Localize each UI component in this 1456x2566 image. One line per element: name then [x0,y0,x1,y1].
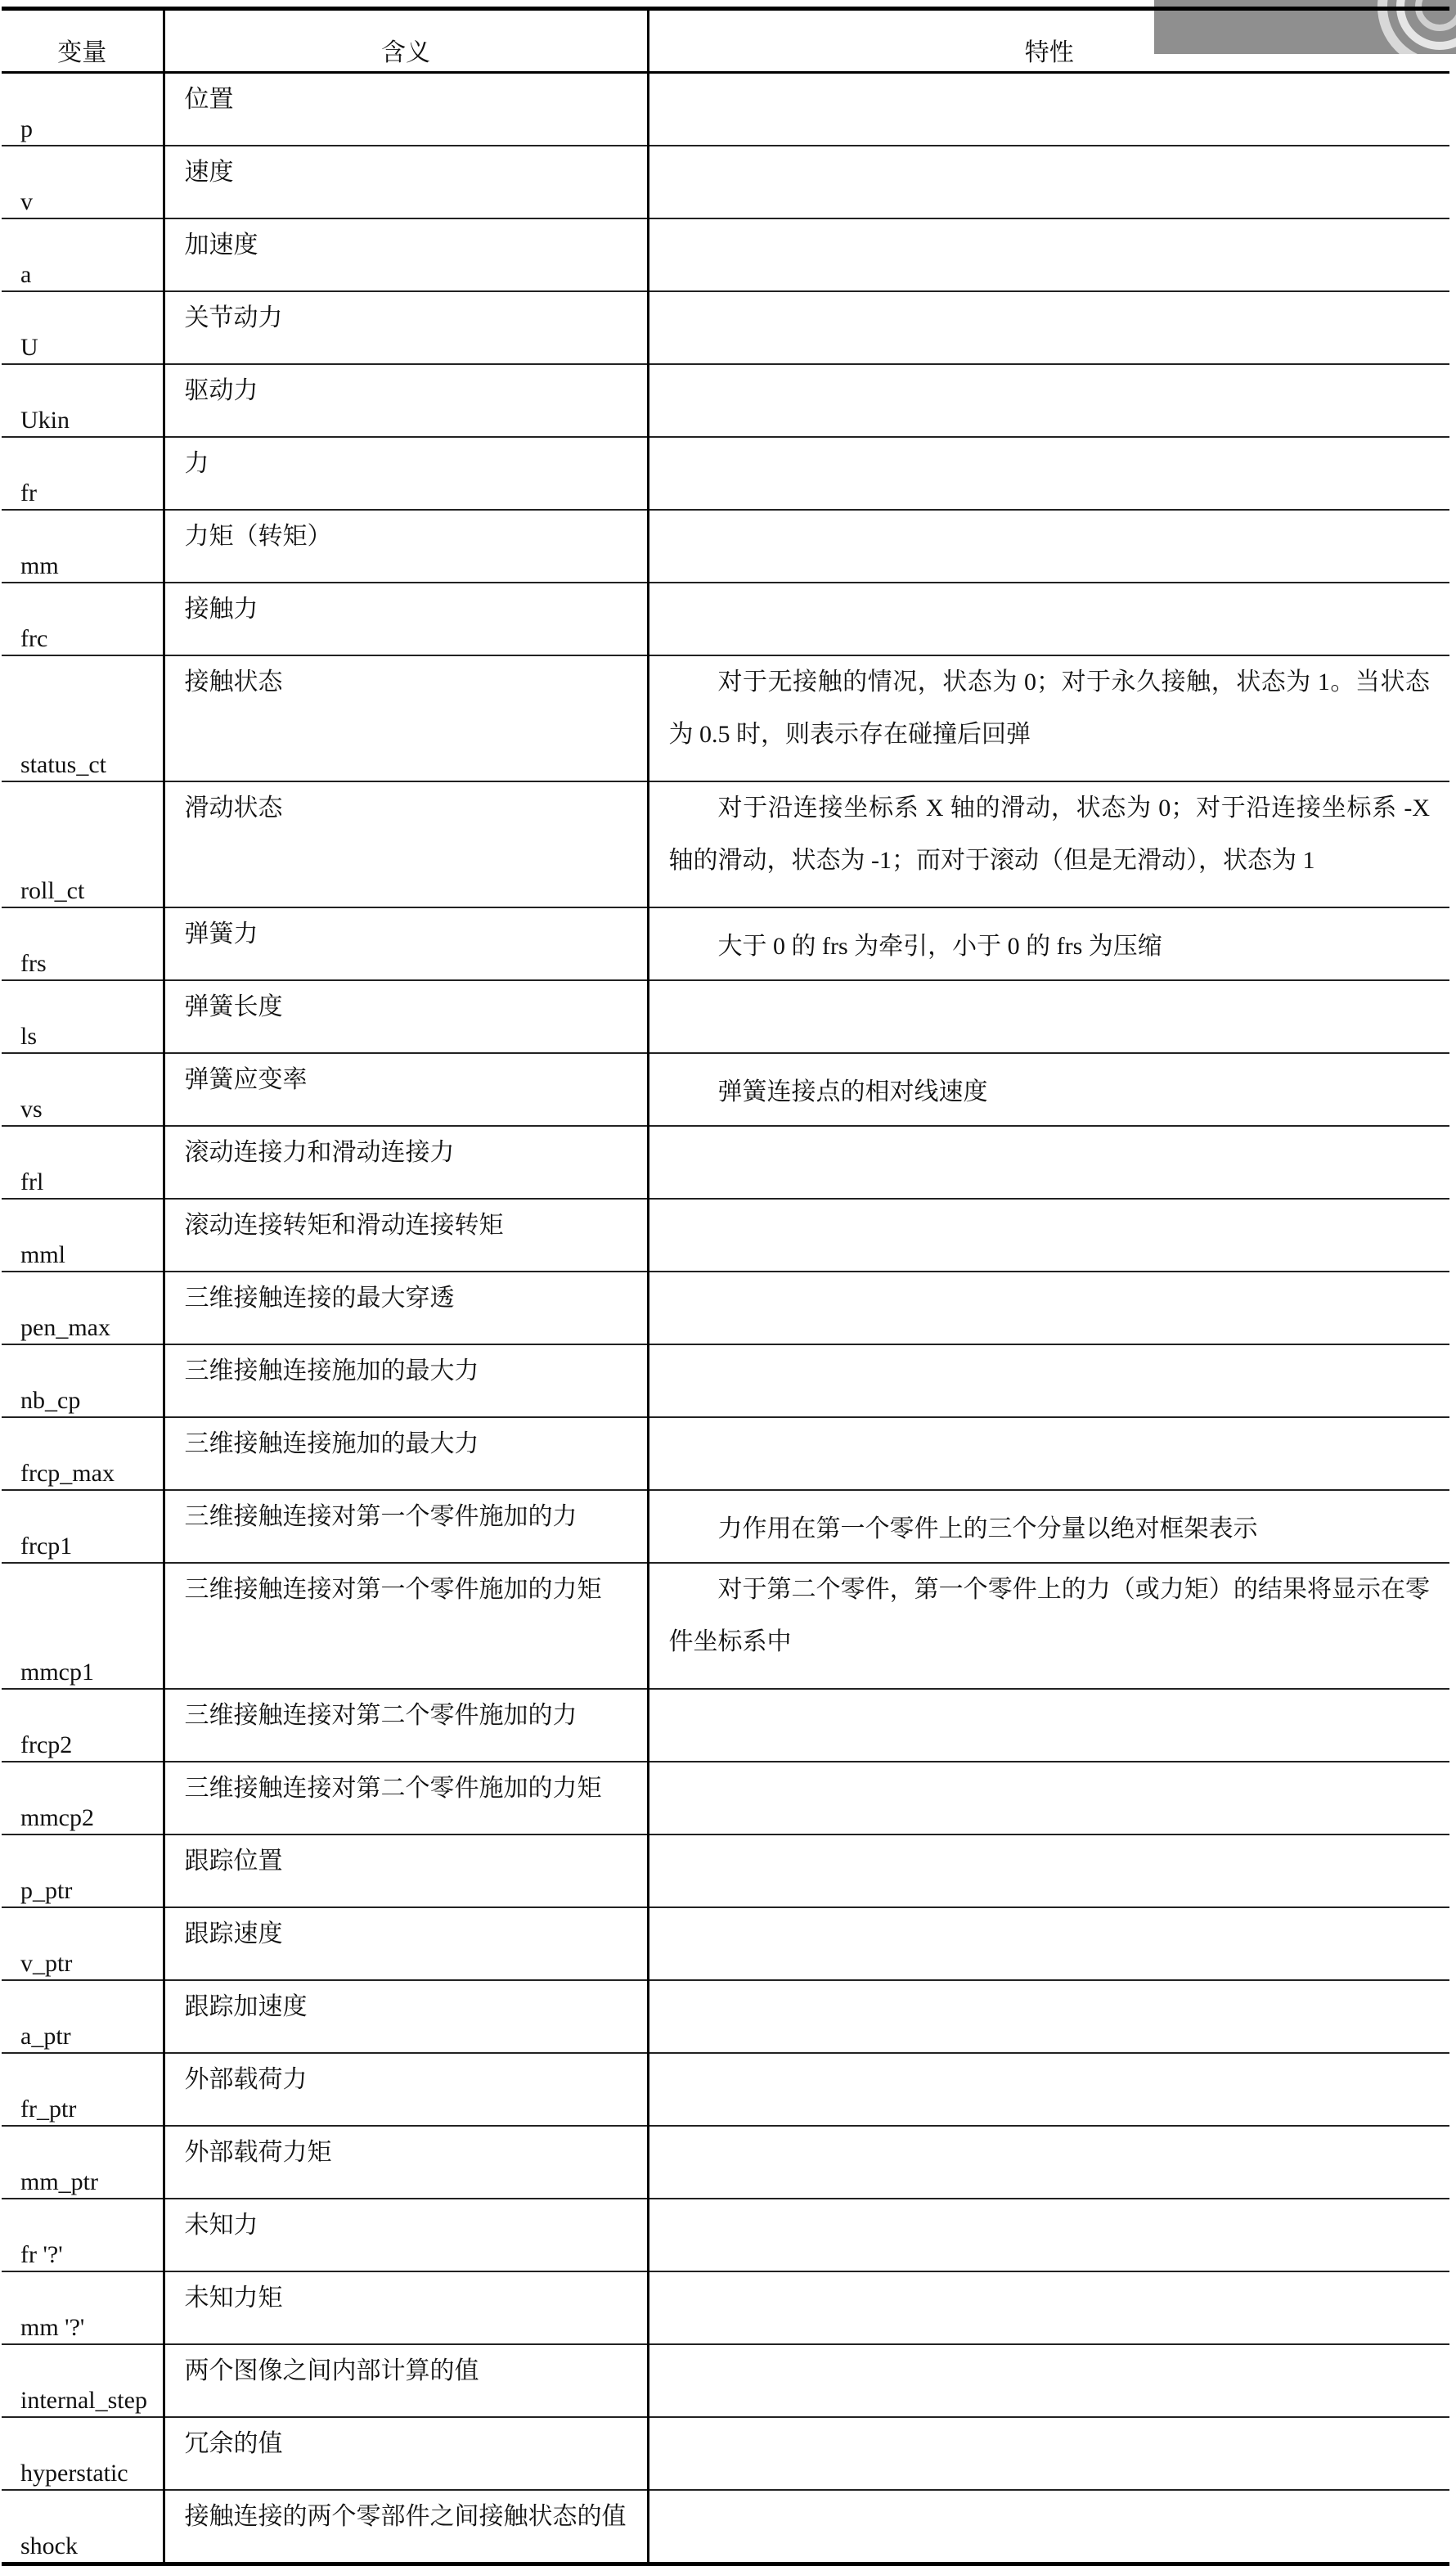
variable-name: internal_step [20,2387,147,2414]
variable-cell [2,1490,164,1563]
variable-cell [2,510,164,583]
property-cell [648,2126,1449,2199]
property-cell [648,1980,1449,2053]
property-cell [648,364,1449,437]
variable-name: mm [20,552,59,579]
property-cell [648,2344,1449,2417]
property-text: 力作用在第一个零件上的三个分量以绝对框架表示 [717,1515,1258,1542]
table-row [2,1417,1449,1490]
table-row [2,1563,1449,1689]
table-row [2,655,1449,781]
meaning-cell: 冗余的值 [164,2417,648,2490]
meaning-cell: 力 [164,437,648,510]
variable-name: Ukin [20,407,70,434]
table-row [2,437,1449,510]
variable-cell [2,218,164,291]
variable-cell [2,146,164,218]
meaning-cell: 加速度 [164,218,648,291]
table-row [2,1490,1449,1563]
table-row [2,1834,1449,1907]
variable-name: mmcp2 [20,1804,94,1831]
variable-name: frs [20,950,47,977]
variable-cell [2,1344,164,1417]
table-row [2,583,1449,655]
variable-cell [2,1563,164,1689]
property-cell [648,1272,1449,1344]
variable-name: fr [20,479,37,506]
meaning-cell: 弹簧力 [164,907,648,980]
meaning-cell: 力矩（转矩） [164,510,648,583]
variable-cell [2,781,164,907]
property-text: 大于 0 的 frs 为牵引，小于 0 的 frs 为压缩 [717,933,1162,960]
variable-name: hyperstatic [20,2460,128,2487]
variable-cell [2,1907,164,1980]
table-row [2,1053,1449,1126]
table-row [2,1199,1449,1272]
table-row [2,1689,1449,1762]
meaning-cell: 三维接触连接的最大穿透 [164,1272,648,1344]
meaning-cell: 两个图像之间内部计算的值 [164,2344,648,2417]
property-text: 对于第二个零件，第一个零件上的力（或力矩）的结果将显示在零件坐标系中 [668,1576,1430,1655]
variable-cell [2,1199,164,1272]
variable-cell [2,1417,164,1490]
variable-name: mm '?' [20,2314,85,2341]
variable-name: mmcp1 [20,1659,94,1686]
property-cell [648,437,1449,510]
table-row [2,1126,1449,1199]
meaning-cell: 滚动连接转矩和滑动连接转矩 [164,1199,648,1272]
property-cell [648,583,1449,655]
meaning-cell: 未知力矩 [164,2271,648,2344]
table-row [2,2126,1449,2199]
table-row [2,73,1449,146]
variable-cell [2,583,164,655]
variable-cell [2,1834,164,1907]
property-cell [648,1689,1449,1762]
table-row [2,2199,1449,2271]
property-cell [648,1834,1449,1907]
variable-name: roll_ct [20,877,85,904]
variable-name: frl [20,1168,44,1195]
variable-name: frc [20,625,48,652]
table-header-row [2,9,1449,73]
table-row [2,1344,1449,1417]
variable-name: mml [20,1241,66,1268]
variables-table [2,7,1449,2566]
meaning-cell: 未知力 [164,2199,648,2271]
table-row [2,510,1449,583]
property-cell [648,510,1449,583]
variable-name: shock [20,2532,78,2559]
variable-cell [2,2417,164,2490]
meaning-cell: 弹簧应变率 [164,1053,648,1126]
table-row [2,1980,1449,2053]
meaning-cell: 外部载荷力 [164,2053,648,2126]
table-row [2,2417,1449,2490]
property-cell [648,781,1449,907]
table-row [2,1272,1449,1344]
meaning-cell: 外部载荷力矩 [164,2126,648,2199]
meaning-cell: 三维接触连接施加的最大力 [164,1344,648,1417]
table-row [2,291,1449,364]
meaning-cell: 关节动力 [164,291,648,364]
meaning-cell: 三维接触连接对第二个零件施加的力矩 [164,1762,648,1834]
variable-cell [2,2126,164,2199]
meaning-cell: 跟踪加速度 [164,1980,648,2053]
property-cell [648,291,1449,364]
meaning-cell: 跟踪速度 [164,1907,648,1980]
table-row [2,146,1449,218]
meaning-cell: 三维接触连接对第一个零件施加的力 [164,1490,648,1563]
property-text: 弹簧连接点的相对线速度 [717,1078,988,1105]
property-cell [648,2053,1449,2126]
variable-name: ls [20,1023,38,1050]
variable-cell [2,364,164,437]
variable-cell [2,1053,164,1126]
property-text: 对于无接触的情况，状态为 0；对于永久接触，状态为 1。当状态为 0.5 时，则表示存在碰撞后回弹 [668,669,1430,748]
property-cell [648,1417,1449,1490]
property-cell [648,655,1449,781]
variable-name: status_ct [20,751,106,778]
variable-cell [2,1980,164,2053]
meaning-cell: 速度 [164,146,648,218]
variable-cell [2,73,164,146]
variable-name: p [20,115,33,142]
property-cell [648,73,1449,146]
variable-cell [2,980,164,1053]
header-variable: 变量 [2,9,164,73]
property-text: 对于沿连接坐标系 X 轴的滑动，状态为 0；对于沿连接坐标系 -X 轴的滑动，状态为 -1；而对于滚动（但是无滑动），状态为 1 [668,795,1430,874]
property-cell [648,2271,1449,2344]
property-cell [648,1907,1449,1980]
header-meaning: 含义 [164,9,648,73]
variable-name: mm_ptr [20,2168,98,2195]
variable-name: vs [20,1096,43,1123]
table-row [2,781,1449,907]
property-cell [648,146,1449,218]
table-row [2,2053,1449,2126]
meaning-cell: 三维接触连接对第一个零件施加的力矩 [164,1563,648,1689]
meaning-cell: 接触状态 [164,655,648,781]
meaning-cell: 三维接触连接对第二个零件施加的力 [164,1689,648,1762]
variable-cell [2,291,164,364]
meaning-cell: 弹簧长度 [164,980,648,1053]
property-cell [648,1344,1449,1417]
table-row [2,364,1449,437]
table-row [2,2344,1449,2417]
variable-name: fr_ptr [20,2096,77,2123]
variable-name: v_ptr [20,1950,73,1977]
variable-name: frcp_max [20,1460,115,1487]
variable-name: fr '?' [20,2241,63,2268]
variable-cell [2,655,164,781]
table-row [2,980,1449,1053]
variable-cell [2,2344,164,2417]
variable-cell [2,2271,164,2344]
variable-cell [2,2490,164,2564]
property-cell [648,1126,1449,1199]
meaning-cell: 驱动力 [164,364,648,437]
variable-cell [2,1126,164,1199]
variable-name: U [20,334,38,361]
property-cell [648,2417,1449,2490]
variable-cell [2,1689,164,1762]
variable-cell [2,1762,164,1834]
variable-name: frcp1 [20,1533,73,1560]
table-row [2,1762,1449,1834]
table-row [2,907,1449,980]
variable-name: pen_max [20,1314,110,1341]
property-cell [648,1563,1449,1689]
variable-cell [2,2053,164,2126]
meaning-cell: 位置 [164,73,648,146]
meaning-cell: 三维接触连接施加的最大力 [164,1417,648,1490]
property-cell [648,1762,1449,1834]
meaning-cell: 滚动连接力和滑动连接力 [164,1126,648,1199]
property-cell [648,1199,1449,1272]
property-cell [648,218,1449,291]
variable-name: p_ptr [20,1877,73,1904]
property-cell [648,980,1449,1053]
variable-name: frcp2 [20,1731,73,1758]
property-cell [648,907,1449,980]
variable-name: nb_cp [20,1387,81,1414]
property-cell [648,2199,1449,2271]
table-row [2,218,1449,291]
variable-name: v [20,188,33,215]
property-cell [648,1490,1449,1563]
table-row [2,2490,1449,2564]
table-row [2,2271,1449,2344]
variable-name: a [20,261,32,288]
variable-cell [2,437,164,510]
meaning-cell: 跟踪位置 [164,1834,648,1907]
property-cell [648,2490,1449,2564]
variable-cell [2,1272,164,1344]
property-cell [648,1053,1449,1126]
variable-name: a_ptr [20,2023,71,2050]
meaning-cell: 滑动状态 [164,781,648,907]
variable-cell [2,907,164,980]
meaning-cell: 接触连接的两个零部件之间接触状态的值 [164,2490,648,2564]
header-property: 特性 [648,9,1449,73]
variable-cell [2,2199,164,2271]
meaning-cell: 接触力 [164,583,648,655]
table-row [2,1907,1449,1980]
